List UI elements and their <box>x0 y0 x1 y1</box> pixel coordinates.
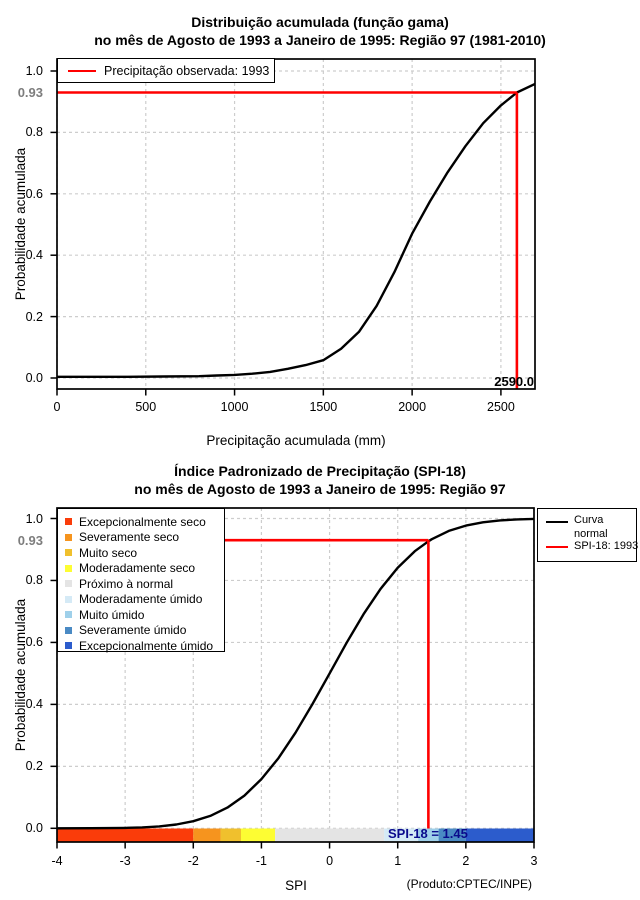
x-tick-label: 2000 <box>398 400 427 414</box>
category-swatch-icon <box>65 596 72 603</box>
category-label: Muito seco <box>79 545 138 560</box>
category-label: Severamente seco <box>79 530 180 545</box>
y-tick-label: 0.0 <box>25 371 43 385</box>
category-legend-item <box>58 592 224 608</box>
category-label: Muito úmido <box>79 607 145 622</box>
chart2-subtitle: no mês de Agosto de 1993 a Janeiro de 1995: Região 97 <box>134 481 506 497</box>
red-line-sample-icon <box>68 70 96 72</box>
category-label: Próximo à normal <box>79 576 174 591</box>
category-swatch-icon <box>65 627 72 634</box>
x-tick-label: 2 <box>462 854 470 868</box>
spi-category-bar-segment <box>466 829 534 842</box>
x-tick-label: 3 <box>530 854 538 868</box>
x-tick-label: 1000 <box>220 400 249 414</box>
chart1-highlight-y-label: 0.93 <box>17 85 43 100</box>
x-tick-label: 0 <box>53 400 61 414</box>
chart2-x-axis-label: SPI <box>285 878 307 893</box>
category-swatch-icon <box>65 565 72 572</box>
x-tick-label: 0 <box>326 854 334 868</box>
category-label: Moderadamente úmido <box>79 592 203 607</box>
spi-category-bar-segment <box>275 829 384 842</box>
black-line-sample-icon <box>546 521 568 523</box>
category-label: Severamente úmido <box>79 623 187 638</box>
spi-category-bar-segment <box>221 829 241 842</box>
y-tick-label: 0.2 <box>25 309 43 324</box>
y-tick-label: 1.0 <box>25 511 43 526</box>
category-swatch-icon <box>65 580 72 587</box>
spi-category-bar-segment <box>57 829 193 842</box>
x-tick-label: 500 <box>135 400 157 414</box>
y-tick-label: 0.4 <box>25 248 43 263</box>
y-tick-label: 0.2 <box>25 759 43 774</box>
x-tick-label: -3 <box>119 854 131 868</box>
chart1-y-axis-label: Probabilidade acumulada <box>13 147 28 301</box>
chart2-title: Índice Padronizado de Precipitação (SPI-18) <box>174 463 466 479</box>
chart1-highlight-x-label: 2590.0 <box>494 374 534 389</box>
chart2-legend-spi-label: SPI-18: 1993 <box>574 540 639 552</box>
category-swatch-icon <box>65 549 72 556</box>
gamma-cdf-curve <box>57 84 535 377</box>
y-tick-label: 0.0 <box>25 821 43 836</box>
y-tick-label: 0.6 <box>25 186 43 201</box>
category-legend-item <box>58 514 224 530</box>
category-label: Excepcionalmente úmido <box>79 638 214 653</box>
y-tick-label: 0.6 <box>25 635 43 650</box>
category-swatch-icon <box>65 642 72 649</box>
x-tick-label: 1 <box>394 854 402 868</box>
category-legend-item <box>58 607 224 623</box>
category-swatch-icon <box>65 518 72 525</box>
chart1-x-axis-label: Precipitação acumulada (mm) <box>206 433 386 448</box>
chart1-title: Distribuição acumulada (função gama) <box>191 14 449 30</box>
y-tick-label: 1.0 <box>25 64 43 78</box>
category-legend-item <box>58 561 224 577</box>
category-legend-item <box>58 623 224 639</box>
chart1-subtitle: no mês de Agosto de 1993 a Janeiro de 1995: Região 97 (1981-2010) <box>94 32 546 48</box>
spi-category-bar-segment <box>193 829 220 842</box>
x-tick-label: -2 <box>187 854 199 868</box>
category-swatch-icon <box>65 611 72 618</box>
chart2-legend-curve-label: Curva normal <box>574 514 608 540</box>
x-tick-label: -1 <box>255 854 267 868</box>
category-legend-item <box>58 545 224 561</box>
chart2-spi-annotation: SPI-18 = 1.45 <box>388 826 468 841</box>
chart2-category-legend <box>57 508 225 652</box>
category-label: Moderadamente seco <box>79 561 196 576</box>
x-tick-label: 2500 <box>487 400 515 414</box>
y-tick-label: 0.8 <box>25 573 43 588</box>
x-tick-label: 1500 <box>309 400 338 414</box>
red-line-sample-icon <box>546 546 568 548</box>
chart2-curve-legend <box>537 508 637 562</box>
x-tick-label: -4 <box>51 854 63 868</box>
category-label: Excepcionalmente seco <box>79 514 206 529</box>
chart1-legend-label: Precipitação observada: 1993 <box>104 64 270 78</box>
plot-box <box>57 59 535 389</box>
category-legend-item <box>58 530 224 546</box>
chart2-highlight-y-label: 0.93 <box>17 533 43 548</box>
category-swatch-icon <box>65 534 72 541</box>
spi-category-bar-segment <box>241 829 275 842</box>
chart1-legend <box>57 58 275 83</box>
category-legend-item <box>58 638 224 654</box>
chart2-y-axis-label: Probabilidade acumulada <box>13 598 28 752</box>
y-tick-label: 0.8 <box>25 125 43 140</box>
category-legend-item <box>58 576 224 592</box>
y-tick-label: 0.4 <box>25 697 43 712</box>
chart2-footnote: (Produto:CPTEC/INPE) <box>406 877 532 891</box>
